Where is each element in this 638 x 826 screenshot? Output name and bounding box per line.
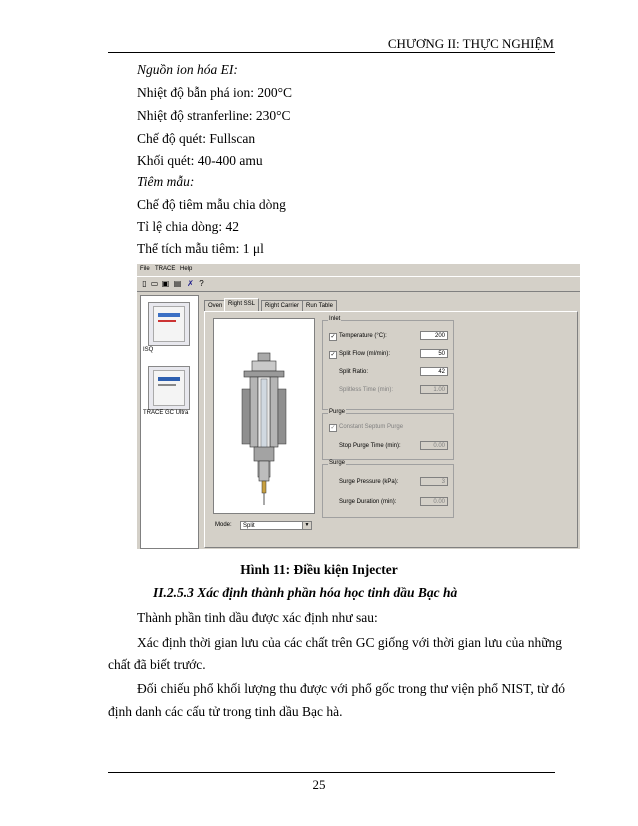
settings-line: Tiêm mẫu: <box>137 174 195 189</box>
cancel-icon[interactable]: ✗ <box>187 279 194 288</box>
injector-diagram <box>213 318 315 514</box>
tab-right-ssl[interactable]: Right SSL <box>224 298 259 312</box>
stop-purge-label: Stop Purge Time (min): <box>339 443 401 449</box>
body-paragraph-cont: định danh các cấu tử trong tinh dầu Bạc hà. <box>108 704 343 719</box>
tab-right-carrier[interactable]: Right Carrier <box>261 300 303 312</box>
instrument-software-screenshot <box>137 264 580 549</box>
stop-purge-field[interactable]: 0.00 <box>420 441 448 450</box>
surge-legend: Surge <box>329 460 346 466</box>
body-paragraph: Xác định thời gian lưu của các chất trên GC giống với thời gian lưu của những <box>137 635 563 650</box>
splitless-time-label: Splitless Time (min): <box>339 387 394 393</box>
right-ssl-panel <box>204 311 578 548</box>
menu-help[interactable]: Help <box>180 266 193 272</box>
splitless-time-field[interactable]: 1.00 <box>420 385 448 394</box>
purge-group <box>322 409 454 460</box>
surge-group <box>322 460 454 518</box>
split-flow-field[interactable]: 50 <box>420 349 448 358</box>
menu-file[interactable]: File <box>140 266 150 272</box>
surge-duration-label: Surge Duration (min): <box>339 499 397 505</box>
constant-septum-label: Constant Septum Purge <box>339 424 404 430</box>
settings-line: Nguồn ion hóa EI: <box>137 62 238 77</box>
trace-gc-thumbnail[interactable] <box>148 366 190 410</box>
print-icon[interactable]: ▤ <box>173 279 182 288</box>
chevron-down-icon[interactable]: ▼ <box>302 522 311 529</box>
open-icon[interactable]: ▭ <box>150 279 159 288</box>
instrument-label-trace-gc: TRACE GC Ultra <box>143 410 189 416</box>
surge-pressure-field[interactable]: 3 <box>420 477 448 486</box>
mode-select[interactable] <box>240 521 312 530</box>
surge-pressure-label: Surge Pressure (kPa): <box>339 479 399 485</box>
new-icon[interactable]: ▯ <box>142 279 147 288</box>
menu-trace[interactable]: TRACE <box>155 266 176 272</box>
menu-bar <box>137 264 580 276</box>
page-number: 25 <box>312 777 326 792</box>
body-paragraph: Thành phần tinh dầu được xác định như sau: <box>137 610 378 625</box>
header-rule <box>108 52 555 53</box>
constant-septum-checkbox[interactable]: ✓ <box>330 425 336 431</box>
settings-line: Chế độ tiêm mẫu chia dòng <box>137 197 286 212</box>
isq-thumbnail[interactable] <box>148 302 190 346</box>
inlet-legend: Inlet <box>329 316 341 322</box>
tab-oven[interactable]: Oven <box>204 300 226 312</box>
split-flow-label: Split Flow (ml/min): <box>339 351 391 357</box>
save-icon[interactable]: ▣ <box>161 279 170 288</box>
mode-label: Mode: <box>215 522 232 528</box>
toolbar <box>137 276 580 292</box>
settings-line: Tỉ lệ chia dòng: 42 <box>137 219 239 234</box>
chapter-header: CHƯƠNG II: THỰC NGHIỆM <box>387 36 554 51</box>
instrument-sidebar <box>140 295 199 549</box>
mode-value: Split <box>243 523 255 529</box>
surge-duration-field[interactable]: 0.00 <box>420 497 448 506</box>
split-ratio-field[interactable]: 42 <box>420 367 448 376</box>
footer-rule <box>108 772 555 773</box>
inlet-group <box>322 316 454 410</box>
injector-illustration <box>214 319 314 513</box>
settings-line: Khối quét: 40-400 amu <box>137 153 263 168</box>
section-heading: II.2.5.3 Xác định thành phần hóa học tinh dầu Bạc hà <box>153 585 458 600</box>
temperature-checkbox[interactable]: ✓ <box>330 334 336 340</box>
instrument-label-isq: ISQ <box>143 347 154 353</box>
body-paragraph-cont: chất đã biết trước. <box>108 657 206 672</box>
settings-line: Chế độ quét: Fullscan <box>137 131 256 146</box>
settings-line: Thể tích mẫu tiêm: 1 μl <box>137 241 264 256</box>
temperature-field[interactable]: 200 <box>420 331 448 340</box>
purge-legend: Purge <box>329 409 346 415</box>
temperature-label: Temperature (°C): <box>339 333 387 339</box>
body-paragraph: Đối chiếu phổ khối lượng thu được với phổ gốc trong thư viện phổ NIST, từ đó <box>137 681 566 696</box>
tab-run-table[interactable]: Run Table <box>302 300 337 312</box>
figure-caption: Hình 11: Điều kiện Injecter <box>240 562 398 577</box>
settings-line: Nhiệt độ bẫn phá ion: 200°C <box>137 85 293 100</box>
settings-line: Nhiệt độ stranferline: 230°C <box>137 108 291 123</box>
split-flow-checkbox[interactable]: ✓ <box>330 352 336 358</box>
split-ratio-label: Split Ratio: <box>339 369 369 375</box>
hint-icon[interactable]: ? <box>199 279 204 288</box>
